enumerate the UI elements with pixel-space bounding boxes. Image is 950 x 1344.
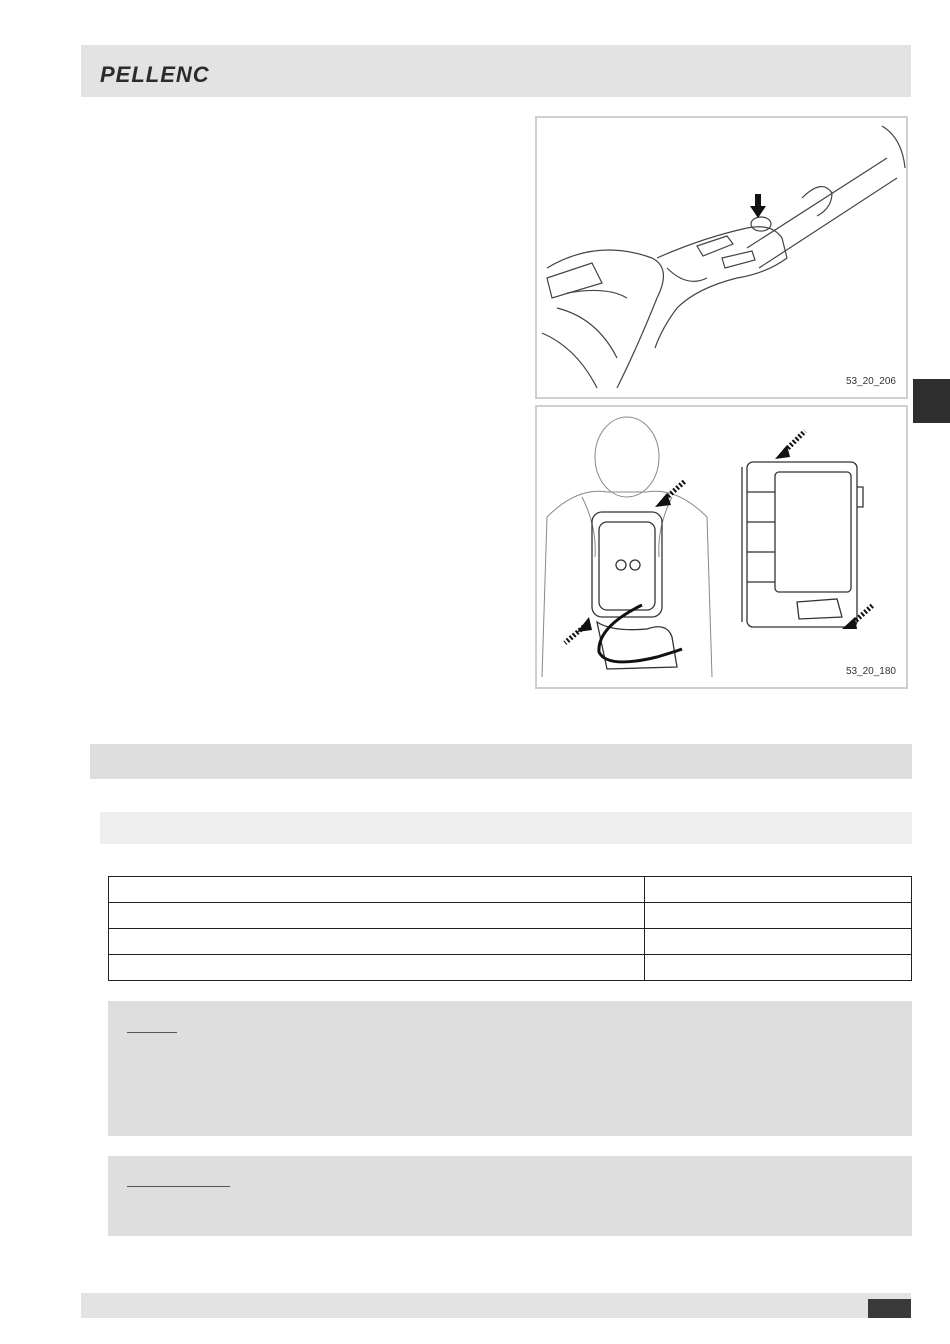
figure-code: 53_20_180 (845, 666, 896, 677)
tool-handle-illustration (537, 118, 906, 397)
warning-box (108, 1156, 912, 1236)
table-row (109, 929, 912, 955)
page-number-tab (868, 1299, 911, 1318)
table-cell (109, 877, 645, 903)
table-row (109, 877, 912, 903)
footer-bar (81, 1293, 911, 1318)
specification-table (108, 876, 912, 981)
subsection-heading-bar (100, 812, 912, 844)
table-cell (109, 929, 645, 955)
pellenc-logo: PELLENC (100, 62, 210, 87)
note-box (108, 1001, 912, 1136)
figure-backpack-battery (535, 405, 908, 689)
note-heading-underline (127, 1032, 177, 1033)
chapter-side-tab (913, 379, 950, 423)
section-heading-bar (90, 744, 912, 779)
figure-code: 53_20_206 (845, 376, 896, 387)
table-cell (645, 877, 912, 903)
table-cell (109, 955, 645, 981)
table-row (109, 903, 912, 929)
backpack-battery-illustration (537, 407, 906, 687)
table-row (109, 955, 912, 981)
table-cell (109, 903, 645, 929)
table-cell (645, 929, 912, 955)
figure-tool-handle (535, 116, 908, 399)
table-cell (645, 955, 912, 981)
table-cell (645, 903, 912, 929)
warning-heading-underline (127, 1186, 230, 1187)
